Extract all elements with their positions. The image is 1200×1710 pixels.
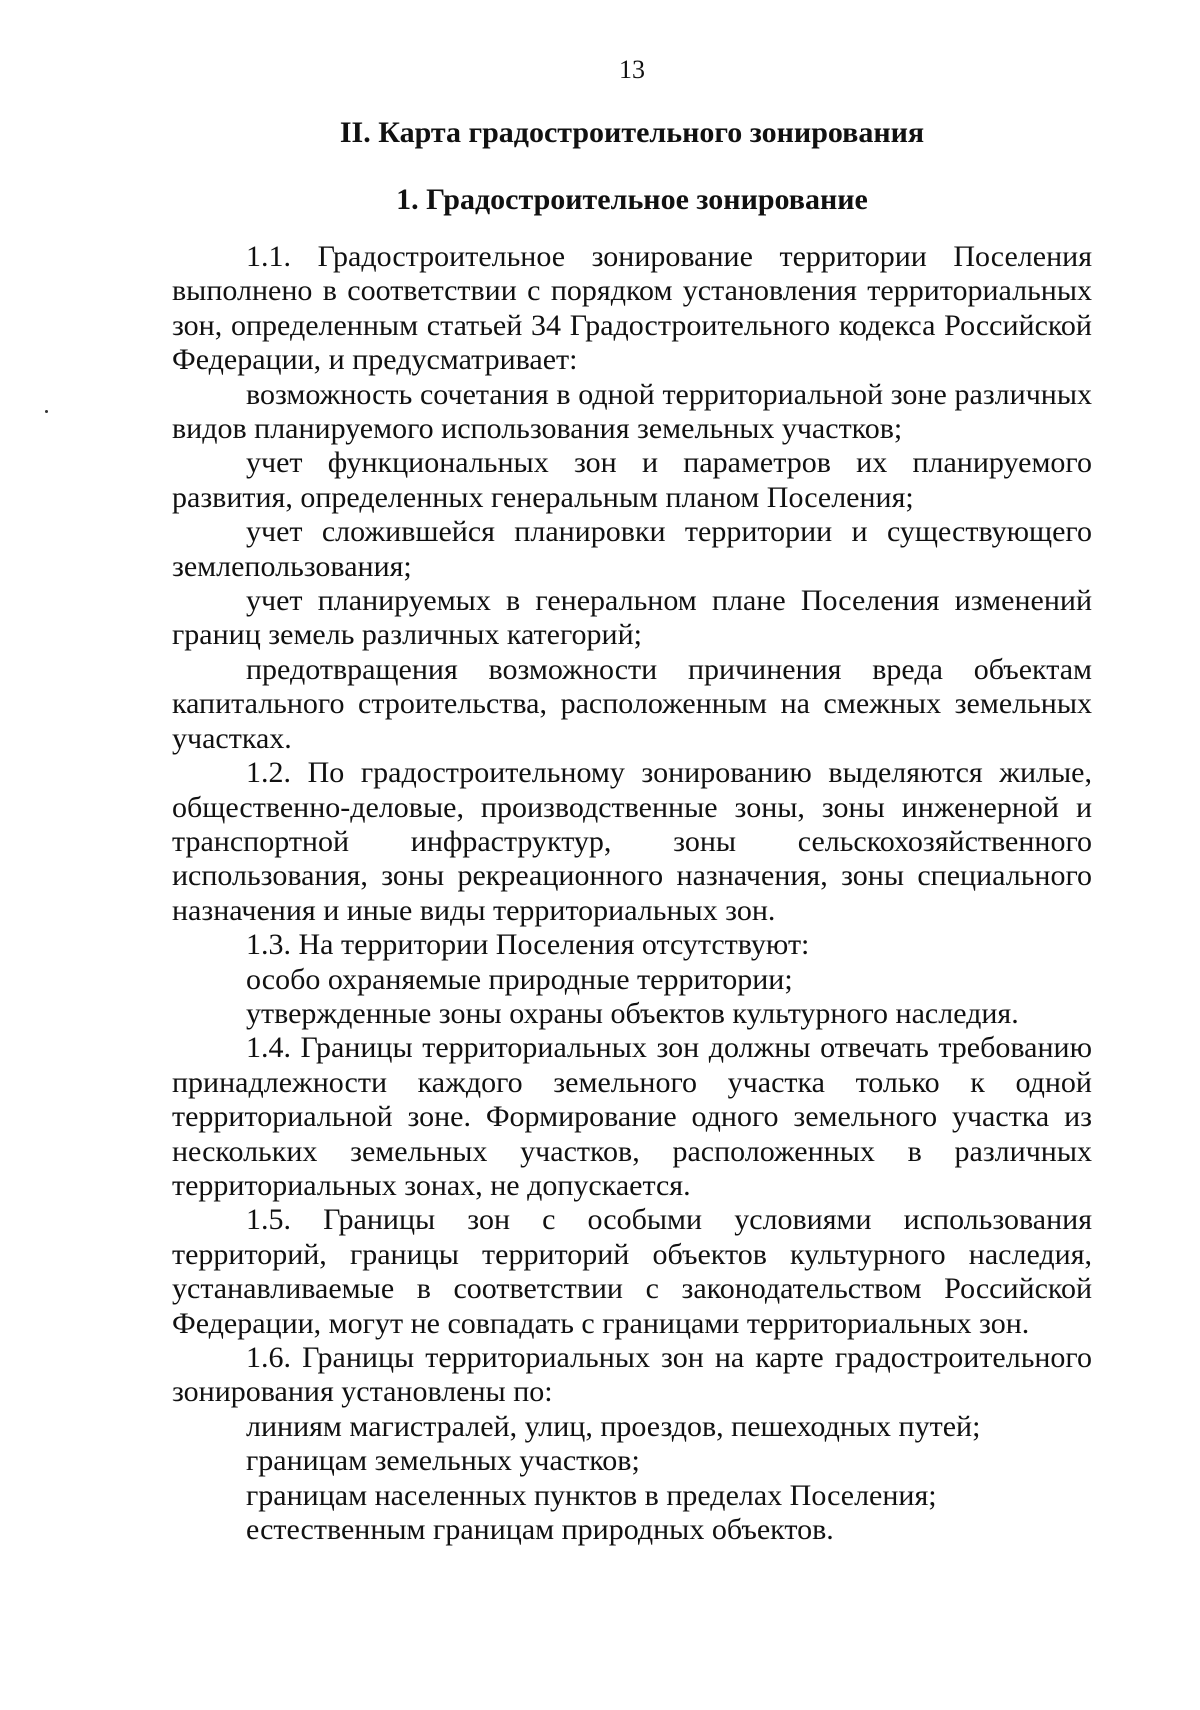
paragraph-1-6: 1.6. Границы территориальных зон на карте градостроительного зонирования установлены по: [172,1341,1092,1409]
list-item: особо охраняемые природные территории; [246,962,793,996]
page-number: 13 [619,55,645,84]
subsection-title: 1. Градостроительное зонирование [396,183,868,216]
section-title: II. Карта градостроительного зонирования [339,116,925,149]
paragraph-1-1: 1.1. Градостроительное зонирование территории Поселения выполнено в соответствии с порядком установления территориальных зон, определенным статьей 34 Градостроительного кодекса Российской Федерации, и предусматривает: [172,240,1092,377]
list-item: естественным границам природных объектов. [246,1513,834,1547]
list-item: учет планируемых в генеральном плане Поселения изменений границ земель различных категорий; [172,584,1092,652]
paragraph-1-4: 1.4. Границы территориальных зон должны отвечать требованию принадлежности каждого земельного участка только к одной территориальной зоне. Формирование одного земельного участка из нескольких земельных участков, расположенных в различных территориальных зонах, не допускается. [172,1031,1092,1202]
list-item: утвержденные зоны охраны объектов культурного наследия. [246,996,1019,1030]
list-item: границам населенных пунктов в пределах Поселения; [246,1478,937,1512]
list-item: учет сложившейся планировки территории и существующего землепользования; [172,515,1092,583]
list-item: возможность сочетания в одной территориальной зоне различных видов планируемого использования земельных участков; [172,377,1092,446]
scan-speck [45,410,48,413]
paragraph-1-2: 1.2. По градостроительному зонированию выделяются жилые, общественно-деловые, производственные зоны, зоны инженерной и транспортной инфраструктур, зоны сельскохозяйственного использования, зоны рекреационного назначения, зоны специального назначения и иные виды территориальных зон. [172,756,1092,927]
paragraph-1-5: 1.5. Границы зон с особыми условиями использования территорий, границы территорий объектов культурного наследия, устанавливаемые в соответствии с законодательством Российской Федерации, могут не совпадать с границами территориальных зон. [172,1203,1092,1340]
paragraph-1-3: 1.3. На территории Поселения отсутствуют: [246,928,810,962]
list-item: учет функциональных зон и параметров их планируемого развития, определенных генеральным планом Поселения; [172,446,1092,514]
list-item: границам земельных участков; [246,1444,640,1478]
list-item: линиям магистралей, улиц, проездов, пешеходных путей; [246,1409,981,1443]
body-text [172,240,1092,1547]
list-item: предотвращения возможности причинения вреда объектам капитального строительства, расположенным на смежных земельных участках. [172,652,1092,755]
